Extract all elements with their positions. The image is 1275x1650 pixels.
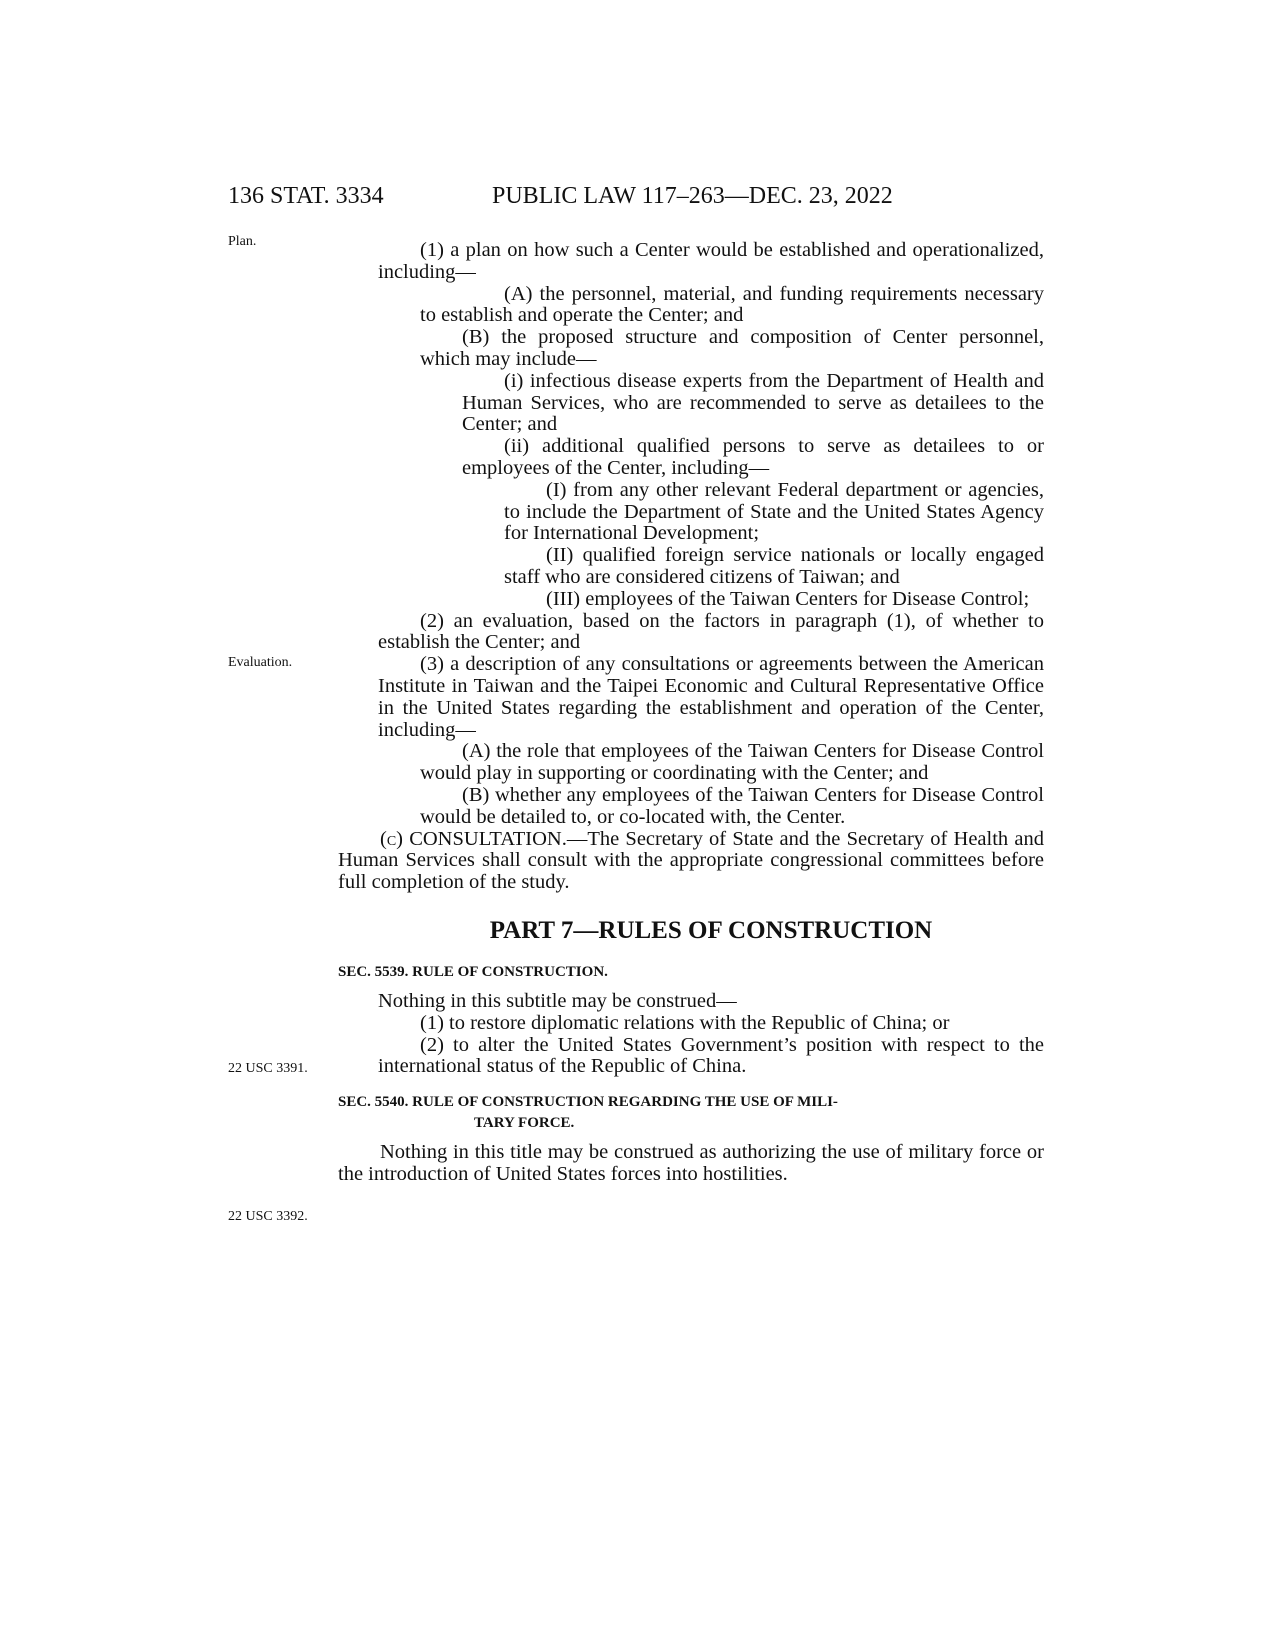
section-5540-heading (338, 1092, 1044, 1134)
statute-page-number: 136 STAT. 3334 (228, 183, 384, 209)
margin-note-usc-3391: 22 USC 3391. (228, 1061, 308, 1076)
part-title: PART 7—RULES OF CONSTRUCTION (489, 916, 933, 944)
section-5539-para-2: (2) to alter the United States Government’s position with respect to the international status of the Republic of China. (378, 1033, 1044, 1078)
subsection-c-label: (c) CONSULTATION. (380, 827, 567, 850)
section-5540-heading-line-1: SEC. 5540. RULE OF CONSTRUCTION REGARDING THE USE OF MILI- (338, 1094, 838, 1111)
section-5540-heading-line-2: TARY FORCE. (474, 1115, 575, 1132)
margin-note-usc-3392: 22 USC 3392. (228, 1209, 308, 1224)
subsection-c-consultation (338, 829, 1044, 894)
subparagraph-3a: (A) the role that employees of the Taiwan Centers for Disease Control would play in supporting or coordinating with the Center; and (420, 740, 1044, 785)
section-5539-intro: Nothing in this subtitle may be construed— (378, 989, 737, 1012)
subclause-1b-ii-II: (II) qualified foreign service nationals or locally engaged staff who are considered citizens of Taiwan; and (504, 544, 1044, 588)
section-5540-text: Nothing in this title may be construed as authorizing the use of military force or the introduction of United States forces into hostilities. (338, 1141, 1044, 1185)
subparagraph-3b: (B) whether any employees of the Taiwan Centers for Disease Control would be detailed to, or co-located with, the Center. (420, 783, 1044, 828)
paragraph-3: (3) a description of any consultations or agreements between the American Institute in Taiwan and the Taipei Economic and Cultural Representative Office in the United States regarding the establishment and operation of the Center, including— (378, 653, 1044, 741)
clause-1b-i: (i) infectious disease experts from the Department of Health and Human Services, who are recommended to serve as detailees to the Center; and (462, 369, 1044, 436)
running-head-title: PUBLIC LAW 117–263—DEC. 23, 2022 (492, 183, 893, 209)
subsection-c-text: —The Secretary of State and the Secretary of Health and Human Services shall consult with the appropriate congressional committees before full completion of the study. (338, 827, 1044, 894)
subclause-1b-ii-III: (III) employees of the Taiwan Centers for Disease Control; (546, 587, 1030, 610)
margin-note-plan: Plan. (228, 234, 257, 249)
clause-1b-ii: (ii) additional qualified persons to serve as detailees to or employees of the Center, including— (462, 435, 1044, 479)
paragraph-2: (2) an evaluation, based on the factors in paragraph (1), of whether to establish the Center; and (378, 609, 1044, 654)
subparagraph-1b: (B) the proposed structure and composition of Center personnel, which may include— (420, 326, 1044, 370)
subparagraph-1a: (A) the personnel, material, and funding requirements necessary to establish and operate the Center; and (420, 282, 1044, 327)
document-body (338, 239, 1044, 1186)
section-5539-para-1: (1) to restore diplomatic relations with the Republic of China; or (420, 1011, 950, 1034)
section-5539-heading: SEC. 5539. RULE OF CONSTRUCTION. (338, 963, 608, 980)
subclause-1b-ii-I: (I) from any other relevant Federal department or agencies, to include the Department of State and the United States Agency for International Development; (504, 478, 1044, 545)
paragraph-1: (1) a plan on how such a Center would be established and operationalized, including— (378, 239, 1044, 283)
margin-note-evaluation: Evaluation. (228, 655, 293, 670)
